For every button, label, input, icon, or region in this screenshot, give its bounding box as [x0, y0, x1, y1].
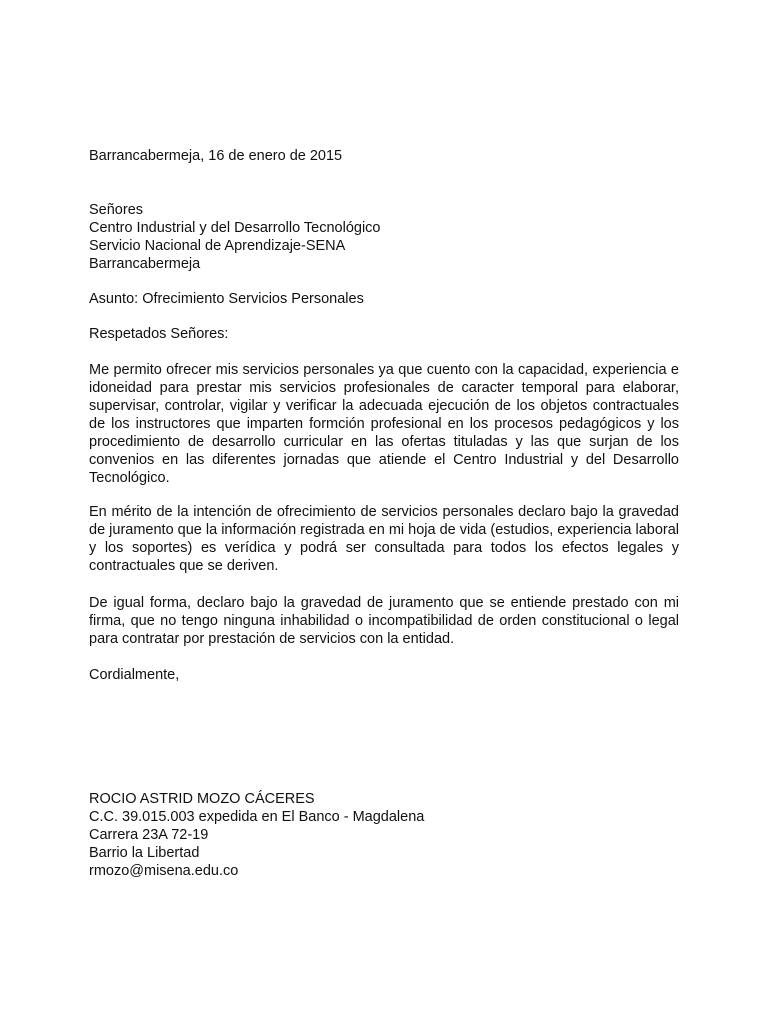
body-paragraph-3: De igual forma, declaro bajo la gravedad de juramento que se entiende prestado con mi firma, que no tengo ninguna inhabilidad o incompatibilidad de orden constitucional o legal para contratar por prestación de servicios con la entidad.: [89, 595, 679, 647]
recipient-institution: Servicio Nacional de Aprendizaje-SENA: [89, 238, 346, 254]
recipient-salutation-title: Señores: [89, 202, 144, 218]
body-paragraph-2: En mérito de la intención de ofrecimiento de servicios personales declaro bajo la gravedad de juramento que la información registrada en mi hoja de vida (estudios, experiencia laboral y los soportes) es verídica y podrá ser consultada para todos los efectos legales y contractuales que se deriven.: [89, 504, 680, 574]
signer-name: ROCIO ASTRID MOZO CÁCERES: [89, 791, 315, 807]
signer-email: rmozo@misena.edu.co: [89, 863, 239, 879]
recipient-block: [89, 201, 381, 273]
subject-line: Asunto: Ofrecimiento Servicios Personales: [89, 291, 364, 307]
recipient-city: Barrancabermeja: [89, 256, 201, 272]
closing-line: Cordialmente,: [89, 667, 180, 683]
date-line: Barrancabermeja, 16 de enero de 2015: [89, 148, 343, 164]
body-paragraph-1: Me permito ofrecer mis servicios personales ya que cuento con la capacidad, experiencia e idoneidad para prestar mis servicios profesionales de caracter temporal para elaborar, supervisar, controlar, vigilar y verificar la adecuada ejecución de los objetos contractuales de los instructores que imparten formción profesional en los procesos pedagógicos y los procedimiento de desarrollo curricular en las ofertas tituladas y las que surjan de los convenios en las diferentes jornadas que atiende el Centro Industrial y del Desarrollo Tecnológico.: [89, 362, 679, 486]
recipient-center: Centro Industrial y del Desarrollo Tecnológico: [89, 220, 381, 236]
greeting-line: Respetados Señores:: [89, 326, 229, 342]
signer-address: Carrera 23A 72-19: [89, 827, 209, 843]
signature-block: [89, 790, 424, 880]
signer-id: C.C. 39.015.003 expedida en El Banco - Magdalena: [89, 809, 425, 825]
signer-neighborhood: Barrio la Libertad: [89, 845, 200, 861]
